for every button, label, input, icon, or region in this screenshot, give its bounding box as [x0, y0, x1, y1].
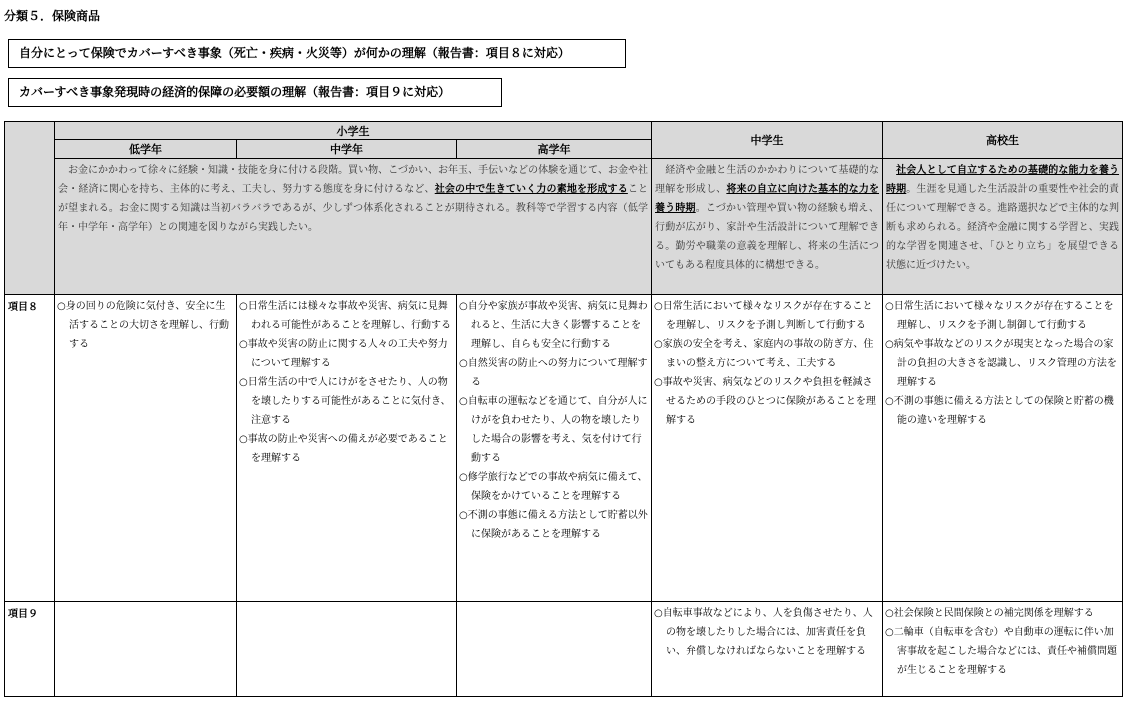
- list-item: ○日常生活において様々なリスクが存在することを理解し、リスクを予測し制御して行動する: [885, 301, 1114, 331]
- item9-lower: [55, 602, 237, 697]
- list-item: ○事故や災害の防止に関する人々の工夫や努力について理解する: [239, 339, 448, 369]
- header-middle-grade: 中学年: [237, 140, 457, 159]
- list-item: ○社会保険と民間保険との補完関係を理解する: [885, 608, 1094, 619]
- list-item: ○不測の事態に備える方法として貯蓄以外に保険があることを理解する: [459, 510, 648, 540]
- desc-high-school: 社会人として自立するための基礎的な能力を養う時期。生涯を見通した生活設計の重要性や社会的責任について理解できる。進路選択などで主体的な判断も求められる。経済や金融に関する学習と、実践的な学習を関連させ、「ひとり立ち」を展望できる状態に近づけたい。: [883, 159, 1123, 295]
- header-elementary: 小学生: [55, 122, 652, 140]
- objective-box-item8: 自分にとって保険でカバーすべき事象（死亡・疾病・火災等）が何かの理解（報告書：項目８に対応）: [8, 39, 626, 68]
- list-item: ○身の回りの危険に気付き、安全に生活することの大切さを理解し、行動する: [57, 301, 229, 350]
- page-title: 分類５．保険商品: [4, 9, 101, 23]
- item9-high-school: [883, 602, 1123, 697]
- list-item: ○事故の防止や災害への備えが必要であることを理解する: [239, 434, 448, 464]
- header-upper-grade: 高学年: [457, 140, 652, 159]
- list-item: ○自然災害の防止への努力について理解する: [459, 358, 648, 388]
- list-item: ○不測の事態に備える方法としての保険と貯蓄の機能の違いを理解する: [885, 396, 1114, 426]
- row-label-item9: 項目９: [5, 602, 55, 697]
- header-lower-grade: 低学年: [55, 140, 237, 159]
- item8-high-school: [883, 295, 1123, 602]
- header-high-school: 高校生: [883, 122, 1123, 159]
- item8-middle: [237, 295, 457, 602]
- desc-junior-high: 経済や金融と生活のかかわりについて基礎的な理解を形成し、将来の自立に向けた基本的な力を養う時期。こづかい管理や買い物の経験も増え、行動が広がり、家計や生活設計について理解できる。勤労や職業の意義を理解し、将来の生活についてもある程度具体的に構想できる。: [652, 159, 883, 295]
- row-label-item8: 項目８: [5, 295, 55, 602]
- curriculum-table: [4, 121, 1123, 697]
- item9-junior-high: [652, 602, 883, 697]
- list-item: ○自分や家族が事故や災害、病気に見舞われると、生活に大きく影響することを理解し、自らも安全に行動する: [459, 301, 648, 350]
- list-item: ○病気や事故などのリスクが現実となった場合の家計の負担の大きさを認識し、リスク管理の方法を理解する: [885, 339, 1117, 388]
- item9-middle: [237, 602, 457, 697]
- item9-upper: [457, 602, 652, 697]
- desc-elementary: お金にかかわって徐々に経験・知識・技能を身に付ける段階。買い物、こづかい、お年玉、手伝いなどの体験を通じて、お金や社会・経済に関心を持ち、主体的に考え、工夫し、努力する態度を身に付けるなど、社会の中で生きていく力の素地を形成することが望まれる。お金に関する知識は当初バラバラであるが、少しずつ体系化されることが期待される。教科等で学習する内容（低学年・中学年・高学年）との関連を図りながら実践したい。: [55, 159, 652, 295]
- item8-junior-high: [652, 295, 883, 602]
- item8-upper: [457, 295, 652, 602]
- list-item: ○家族の安全を考え、家庭内の事故の防ぎ方、住まいの整え方について考え、工夫する: [654, 339, 874, 369]
- list-item: ○修学旅行などでの事故や病気に備えて、保険をかけていることを理解する: [459, 472, 648, 502]
- list-item: ○日常生活において様々なリスクが存在することを理解し、リスクを予測し判断して行動する: [654, 301, 873, 331]
- item8-lower: [55, 295, 237, 602]
- objective-box-item9: カバーすべき事象発現時の経済的保障の必要額の理解（報告書：項目９に対応）: [8, 78, 502, 107]
- list-item: ○日常生活の中で人にけがをさせたり、人の物を壊したりする可能性があることに気付き、注意する: [239, 377, 451, 426]
- corner-cell: [5, 122, 55, 295]
- header-junior-high: 中学生: [652, 122, 883, 159]
- list-item: ○事故や災害、病気などのリスクや負担を軽減させるための手段のひとつに保険があることを理解する: [654, 377, 876, 426]
- list-item: ○自転車事故などにより、人を負傷させたり、人の物を壊したりした場合には、加害責任を負い、弁償しなければならないことを理解する: [654, 608, 873, 657]
- list-item: ○日常生活には様々な事故や災害、病気に見舞われる可能性があることを理解し、行動する: [239, 301, 451, 331]
- list-item: ○二輪車（自転車を含む）や自動車の運転に伴い加害事故を起こした場合などには、責任や補償問題が生じることを理解する: [885, 627, 1118, 676]
- list-item: ○自転車の運転などを通じて、自分が人にけがを負わせたり、人の物を壊したりした場合の影響を考え、気を付けて行動する: [459, 396, 648, 464]
